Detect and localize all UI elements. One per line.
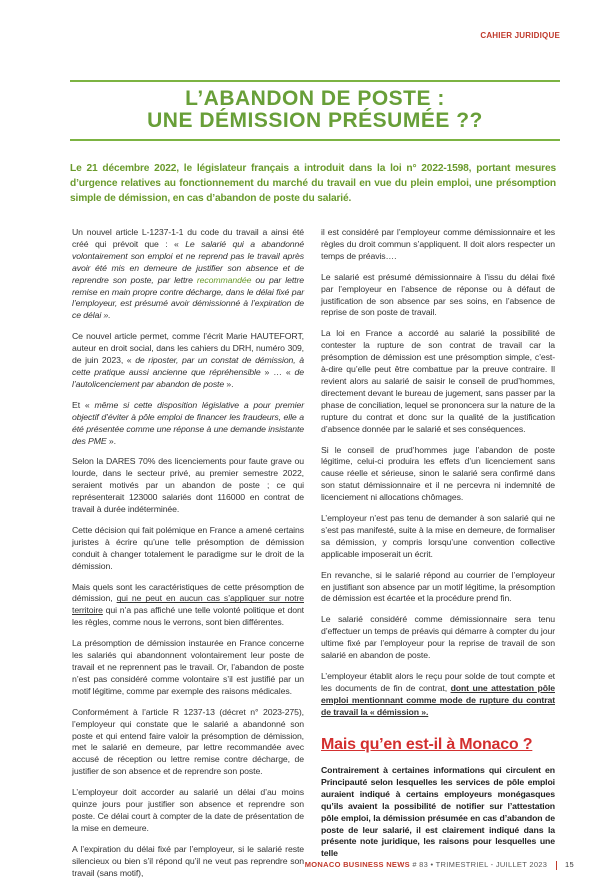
left-paragraph-5: Cette décision qui fait polémique en France a amené certains juristes à écrire qu’une telle présomption de démission conduit à changer totalement le paradigme sur le droit de la démission. xyxy=(72,524,304,571)
left-paragraph-6: Mais quels sont les caractéristiques de cette présomption de démission, qui ne peut en aucun cas s’appliquer sur notre territoire qui n’a pas affiché une telle volonté politique et dont les règles, comme nous le verrons, sont bien différentes. xyxy=(72,581,304,628)
right-paragraph-7: Le salarié considéré comme démissionnaire sera tenu d’effectuer un temps de préavis qui démarre à compter du jour ultime fixé par l’employeur pour la reprise de travail de son salarié en abandon de poste. xyxy=(321,614,555,661)
right-paragraph-1: il est considéré par l’employeur comme démissionnaire et les règles du droit commun s’appliquent. Il doit alors respecter un temps de préavis…. xyxy=(321,227,555,261)
left-paragraph-9: L’employeur doit accorder au salarié un délai d’au moins quinze jours pour justifier son absence et reprendre son poste. Ce délai court à compter de la date de présentation de la mise en demeure. xyxy=(72,787,304,833)
right-paragraph-6: En revanche, si le salarié répond au courrier de l’employeur en justifiant son absence par un motif légitime, la présomption de démission est écartée et la procédure prend fin. xyxy=(321,569,555,604)
right-paragraph-3: La loi en France a accordé au salarié la possibilité de contester la rupture de son contrat de travail car la présomption de démission est une présomption simple, c’est-à-dire qu’elle peut être combattue par la preuve contraire. Il revient alors au salarié de saisir le conseil de prud’hommes, directement devant le bureau de jugement, sans passer par la phase de conciliation, lequel se prononcera sur la nature de la rupture du contrat et donc sur la qualité de la justification d’absence donnée par le salarié et ses conséquences. xyxy=(321,328,555,434)
monaco-section-heading: Mais qu’en est-il à Monaco ? xyxy=(321,736,533,753)
section-label: CAHIER JURIDIQUE xyxy=(480,31,560,40)
left-paragraph-1: Un nouvel article L-1237-1-1 du code du travail a ainsi été créé qui prévoit que : « Le salarié qui a abandonné volontairement son emploi et ne reprend pas le travail après avoir été mis en demeure de justifier son absence et de reprendre son poste, par lettre recommandée ou par lettre remise en main propre contre décharge, dans le délai fixé par l’employeur, est présumé avoir démissionné à l’expiration de ce délai ». xyxy=(72,227,304,321)
footer-brand: MONACO BUSINESS NEWS xyxy=(304,860,410,869)
page-footer xyxy=(305,860,574,870)
right-paragraph-8: L’employeur établit alors le reçu pour solde de tout compte et les documents de fin de contrat, dont une attestation pôle emploi mentionnant comme mode de rupture du contrat de travail la « démission ». xyxy=(321,671,555,717)
left-column xyxy=(72,227,304,889)
left-paragraph-10: A l’expiration du délai fixé par l’employeur, si le salarié reste silencieux ou bien s’il répond qu’il ne veut pas reprendre son travail (sans motif), xyxy=(72,843,304,878)
right-paragraph-2: Le salarié est présumé démissionnaire à l’issu du délai fixé par l’employeur en l’absence de réponse ou à défaut de justification de son absence par ses soins, en l’absence de reprise de son poste de travail. xyxy=(321,271,555,318)
right-paragraph-5: L’employeur n’est pas tenu de demander à son salarié qui ne s’est pas manifesté, suite à la mise en demeure, de formaliser sa démission, y compris lorsqu’une convention collective applicable imposerait un écrit. xyxy=(321,513,555,559)
footer-separator xyxy=(556,861,557,870)
title-rule-top xyxy=(70,80,560,82)
left-paragraph-8: Conformément à l’article R 1237-13 (décret n° 2023-275), l’employeur qui constate que le salarié a abandonné son poste et qui entend faire valoir la présomption de démission, met le salarié en demeure, par lettre recommandée avec accusé de réception ou lettre remise contre décharge, de justifier de son absence et de reprendre son poste. xyxy=(72,706,304,777)
lead-paragraph: Le 21 décembre 2022, le législateur français a introduit dans la loi n° 2022-1598, portant mesures d’urgence relatives au fonctionnement du marché du travail en vue du plein emploi, une présomption simple de démission, en cas d’abandon de poste du salarié. xyxy=(70,163,556,204)
left-paragraph-4: Selon la DARES 70% des licenciements pour faute grave ou lourde, dans le secteur privé, au premier semestre 2022, seraient motivés par un abandon de poste ; ce qui représenterait 123000 salariés dont 116000 en contrat de travail à durée indéterminée. xyxy=(72,456,304,515)
article-title-line-2: UNE DÉMISSION PRÉSUMÉE ?? xyxy=(147,109,483,132)
article-title-line-1: L’ABANDON DE POSTE : xyxy=(185,87,445,110)
left-paragraph-3: Et « même si cette disposition législative a pour premier objectif d’éviter à pôle emploi de financer les fraudeurs, elle a été présentée comme une réponse à une demande insistante des PME ». xyxy=(72,399,304,446)
article-title xyxy=(70,88,560,132)
left-paragraph-7: La présomption de démission instaurée en France concerne les salariés qui abandonnent volontairement leur poste de travail et ne reprennent pas le travail. Or, l’abandon de poste n’est pas considéré comme volontaire s’il est justifié par un motif légitime, comme par exemple des raisons médicales. xyxy=(72,638,304,696)
title-rule-bottom xyxy=(70,139,560,141)
recommandee-link[interactable]: recommandée xyxy=(196,274,252,285)
monaco-section-body: Contrairement à certaines informations qui circulent en Principauté selon lesquelles les services de pôle emploi auraient indiqué à certains employeurs monégasques qu’ils avaient la possibilité de notifier sur l’attestation pôle emploi, la démission présumée en cas d’abandon de poste de leur salarié, il est clairement indiqué dans la présente note juridique, les raisons pour lesquelles une telle xyxy=(321,765,555,859)
left-paragraph-2: Ce nouvel article permet, comme l’écrit Marie HAUTEFORT, auteur en droit social, dans les cahiers du DRH, numéro 309, de juin 2023, « de riposter, par un constat de démission, à cette pratique aussi ancienne que répréhensible » … « de l’autolicenciement par abandon de poste ». xyxy=(72,331,304,389)
right-column xyxy=(321,227,555,728)
footer-issue: # 83 • TRIMESTRIEL - JUILLET 2023 xyxy=(412,860,548,869)
page-number: 15 xyxy=(565,860,574,869)
right-paragraph-4: Si le conseil de prud’hommes juge l’abandon de poste légitime, celui-ci produira les effets d’un licenciement sans cause réelle et sérieuse, sinon le salarié sera confirmé dans son statut démissionnaire et il ne percevra ni indemnité de licenciement ni allocations chômages. xyxy=(321,444,555,503)
